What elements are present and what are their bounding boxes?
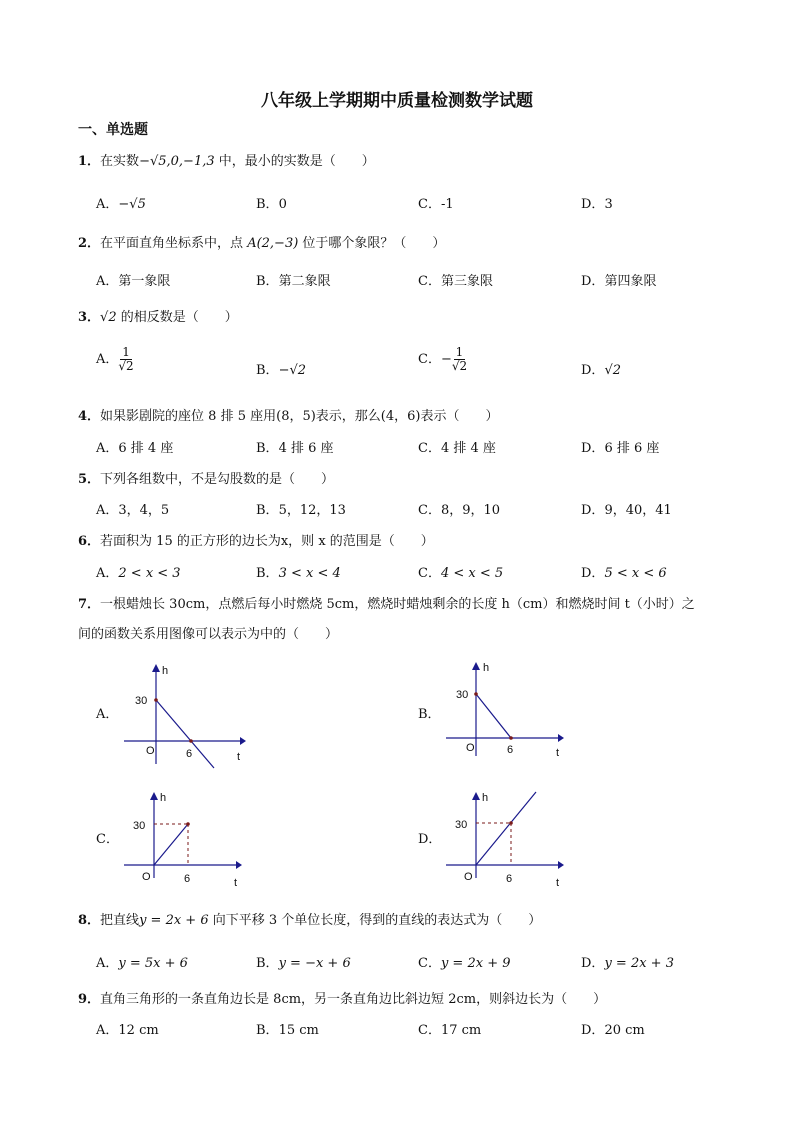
axis-label-h: h: [160, 792, 167, 804]
option-c: C．4 排 4 座: [418, 441, 496, 456]
axis-label-h: h: [483, 662, 490, 674]
option-a: A．6 排 4 座: [96, 441, 174, 456]
question-text: 位于哪个象限？（ ）: [298, 236, 446, 251]
question-2: [78, 232, 445, 251]
option-b: B．3 < x < 4: [256, 566, 341, 581]
option-d: D．5 < x < 6: [581, 566, 667, 581]
origin-label: O: [146, 745, 155, 757]
axis-label-t: t: [237, 751, 241, 763]
axis-label-t: t: [234, 877, 238, 889]
question-7: 7．一根蜡烛长 30cm，点燃后每小时燃烧 5cm，燃烧时蜡烛剩余的长度 h（cm）和燃烧时间 t（小时）之: [78, 597, 695, 612]
option-b: B．5，12，13: [256, 503, 346, 518]
graph-a: [120, 660, 250, 770]
fraction: $\frac{1}{√2}$: [451, 345, 468, 374]
question-text: 把直线: [100, 913, 140, 928]
page-title: 八年级上学期期中质量检测数学试题: [261, 91, 533, 111]
question-text: 中，最小的实数是（ ）: [214, 154, 375, 169]
tick-6: 6: [186, 748, 193, 760]
option-a: A．y = 5x + 6: [96, 956, 188, 971]
option-d: D．第四象限: [581, 274, 657, 289]
origin-label: O: [466, 742, 475, 754]
option-a: A．2 < x < 3: [96, 566, 181, 581]
option-d: D．9，40，41: [581, 503, 672, 518]
option-c: C．8，9，10: [418, 503, 501, 518]
option-d: D．y = 2x + 3: [581, 956, 674, 971]
tick-30: 30: [133, 820, 146, 832]
option-b: B．4 排 6 座: [256, 441, 334, 456]
option-a: A．3，4，5: [96, 503, 170, 518]
question-text: 在实数: [100, 154, 140, 169]
question-number: 2．: [78, 236, 101, 251]
math-expression: −√5,0,−1,3: [139, 154, 215, 169]
tick-30: 30: [456, 689, 469, 701]
option-a: A．12 cm: [96, 1023, 159, 1038]
option-b: B．第二象限: [256, 274, 331, 289]
question-6: 6．若面积为 15 的正方形的边长为x，则 x 的范围是（ ）: [78, 534, 434, 549]
question-7-line-2: 间的函数关系用图像可以表示为中的（ ）: [78, 627, 339, 642]
question-number: 8．: [78, 913, 101, 928]
option-d: D．3: [581, 197, 613, 212]
origin-label: O: [142, 871, 151, 883]
tick-30: 30: [455, 819, 468, 831]
math-expression: √2: [100, 310, 117, 325]
question-text: 在平面直角坐标系中，点: [100, 236, 248, 251]
option-c: C．: [96, 832, 119, 847]
tick-6: 6: [506, 873, 513, 885]
question-4: 4．如果影剧院的座位 8 排 5 座用(8，5)表示，那么(4，6)表示（ ）: [78, 409, 499, 424]
math-expression: A(2,−3): [247, 236, 299, 251]
graph-c: [120, 786, 250, 896]
math-expression: y = 2x + 6: [139, 913, 209, 928]
question-1: [78, 150, 375, 169]
question-text: 的相反数是（ ）: [116, 310, 238, 325]
axis-label-h: h: [162, 665, 169, 677]
option-c: C．17 cm: [418, 1023, 482, 1038]
tick-6: 6: [184, 873, 191, 885]
question-number: 1．: [78, 154, 101, 169]
option-a: A． $\frac{1}{√2}$: [96, 345, 134, 374]
question-9: 9．直角三角形的一条直角边长是 8cm，另一条直角边比斜边短 2cm，则斜边长为（ ）: [78, 992, 607, 1007]
question-text: 向下平移 3 个单位长度，得到的直线的表达式为（ ）: [208, 913, 542, 928]
tick-6: 6: [507, 744, 514, 756]
option-d: D．20 cm: [581, 1023, 645, 1038]
fraction: $\frac{1}{√2}$: [118, 345, 134, 374]
option-a: A．: [96, 707, 119, 722]
question-number: 3．: [78, 310, 101, 325]
option-d: D．6 排 6 座: [581, 441, 660, 456]
option-c: C．-1: [418, 197, 454, 212]
option-a: A．−√5: [96, 197, 146, 212]
option-b: B．15 cm: [256, 1023, 319, 1038]
option-b: B．: [418, 707, 441, 722]
option-c: C．4 < x < 5: [418, 566, 504, 581]
option-b: B．0: [256, 197, 287, 212]
axis-label-h: h: [482, 792, 489, 804]
option-b: B．y = −x + 6: [256, 956, 351, 971]
question-3: [78, 306, 238, 325]
option-d: D．: [418, 832, 442, 847]
question-5: 5．下列各组数中，不是勾股数的是（ ）: [78, 472, 335, 487]
option-c: C．− $\frac{1}{√2}$: [418, 345, 468, 374]
question-8: [78, 909, 541, 928]
option-d: D．√2: [581, 363, 621, 378]
option-a: A．第一象限: [96, 274, 171, 289]
option-c: C．y = 2x + 9: [418, 956, 511, 971]
axis-label-t: t: [556, 747, 560, 759]
tick-30: 30: [135, 695, 148, 707]
graph-d: [442, 786, 572, 896]
option-b: B．−√2: [256, 363, 307, 378]
section-heading: 一、单选题: [78, 122, 148, 138]
origin-label: O: [464, 871, 473, 883]
axis-label-t: t: [556, 877, 560, 889]
graph-b: [442, 656, 572, 766]
option-c: C．第三象限: [418, 274, 493, 289]
